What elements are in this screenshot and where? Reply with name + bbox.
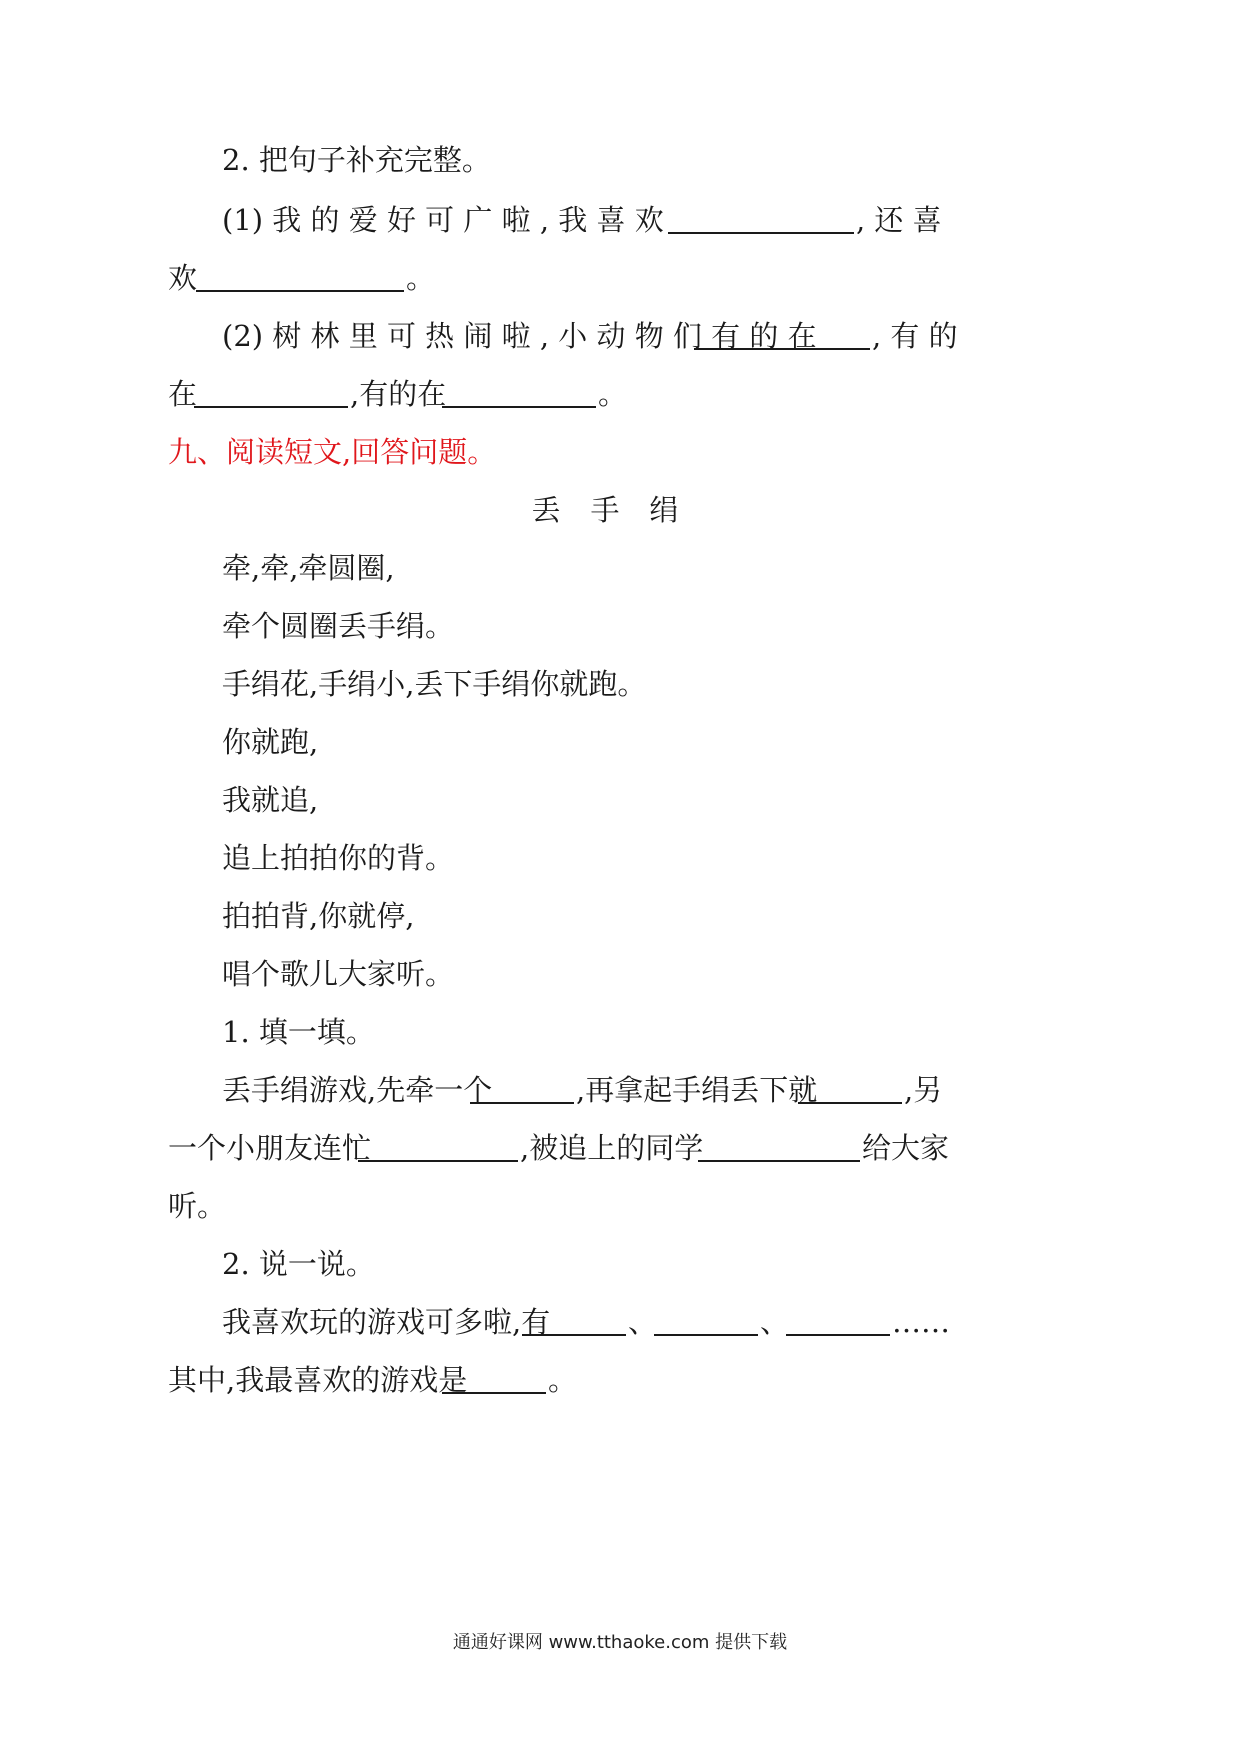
answer-blank[interactable] <box>786 1304 890 1336</box>
answer-blank[interactable] <box>470 1072 574 1104</box>
answer-blank[interactable] <box>698 1130 860 1162</box>
answer-blank[interactable] <box>442 1362 546 1394</box>
answer-blank[interactable] <box>654 1304 758 1336</box>
answer-blank[interactable] <box>194 376 348 408</box>
answer-blank[interactable] <box>358 1130 518 1162</box>
answer-blank[interactable] <box>798 1072 902 1104</box>
answer-blank[interactable] <box>196 260 404 292</box>
answer-blank[interactable] <box>522 1304 626 1336</box>
answer-blank[interactable] <box>442 376 596 408</box>
answer-blank[interactable] <box>668 202 854 234</box>
answer-blank[interactable] <box>694 318 870 350</box>
poem-title: 丢手绢 <box>531 493 709 527</box>
page-footer: 通通好课网 www.tthaoke.com 提供下载 <box>452 1632 788 1653</box>
